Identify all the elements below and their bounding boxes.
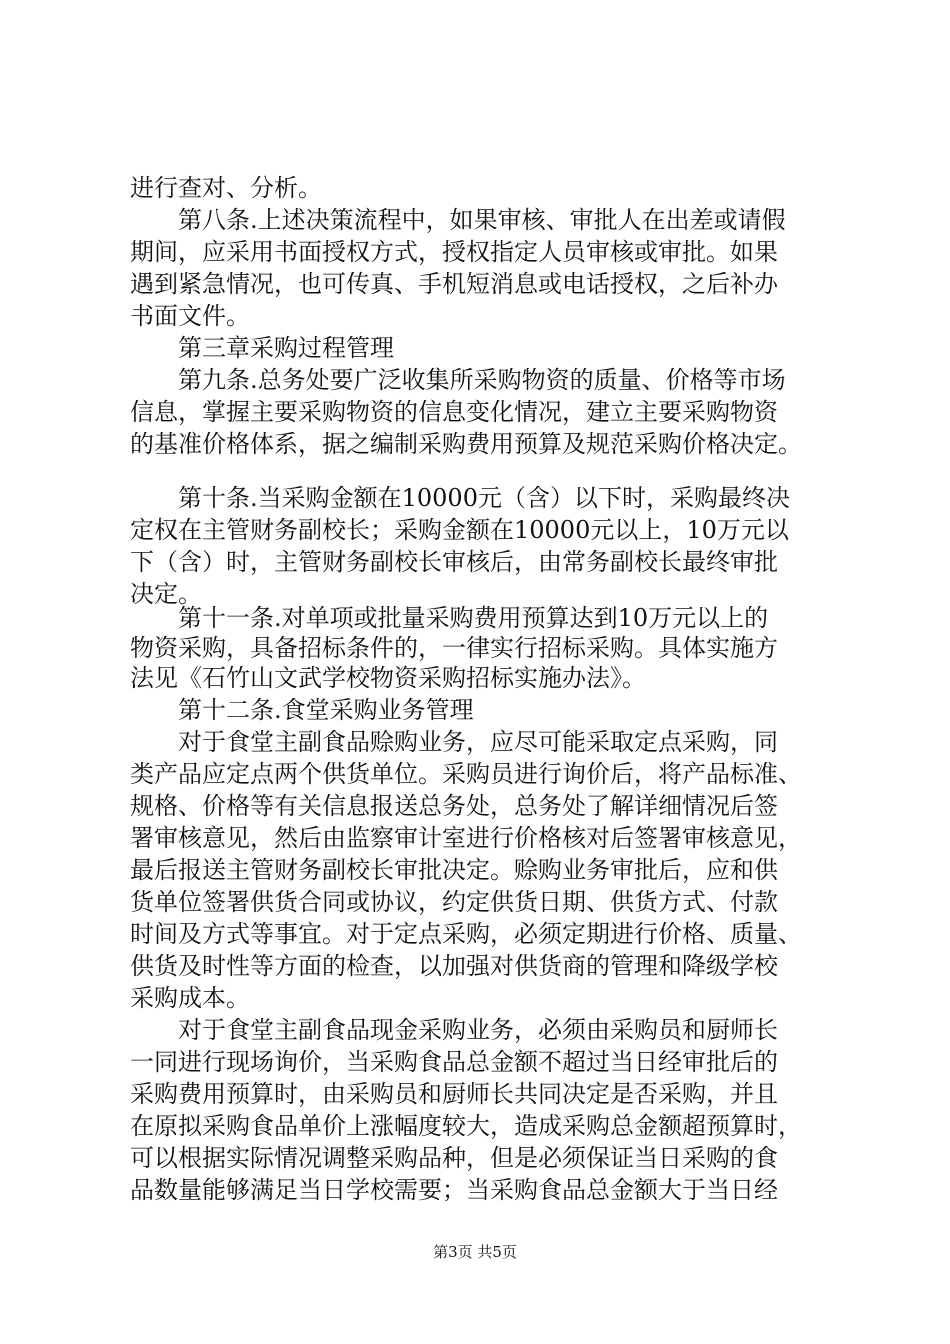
text-line: 在原拟采购食品单价上涨幅度较大，造成采购总金额超预算时， (130, 1112, 802, 1140)
text-line: 最后报送主管财务副校长审批决定。赊购业务审批后，应和供 (130, 856, 778, 884)
text-line: 信息，掌握主要采购物资的信息变化情况，建立主要采购物资 (130, 398, 778, 426)
text-line: 一同进行现场询价，当采购食品总金额不超过当日经审批后的 (130, 1048, 778, 1076)
text-line: 规格、价格等有关信息报送总务处，总务处了解详细情况后签 (130, 792, 778, 820)
text-line: 对于食堂主副食品赊购业务，应尽可能采取定点采购，同 (178, 728, 778, 756)
text-line: 供货及时性等方面的检查，以加强对供货商的管理和降级学校 (130, 952, 778, 980)
text-line: 第九条.总务处要广泛收集所采购物资的质量、价格等市场 (178, 366, 786, 394)
text-line: 对于食堂主副食品现金采购业务，必须由采购员和厨师长 (178, 1016, 778, 1044)
page-number-footer: 第3页 共5页 (433, 1243, 517, 1261)
text-line: 时间及方式等事宜。对于定点采购，必须定期进行价格、质量、 (130, 920, 802, 948)
text-line: 物资采购，具备招标条件的，一律实行招标采购。具体实施方 (130, 634, 778, 662)
section-heading: 第十二条.食堂采购业务管理 (178, 696, 474, 724)
text-line: 决定。 (130, 580, 202, 608)
text-line: 书面文件。 (130, 302, 250, 330)
text-line: 货单位签署供货合同或协议，约定供货日期、供货方式、付款 (130, 888, 778, 916)
text-line: 第十一条.对单项或批量采购费用预算达到10万元以上的 (178, 604, 769, 632)
text-line: 第八条.上述决策流程中，如果审核、审批人在出差或请假 (178, 206, 786, 234)
text-line: 品数量能够满足当日学校需要；当采购食品总金额大于当日经 (130, 1176, 778, 1204)
text-line: 定权在主管财务副校长；采购金额在10000元以上，10万元以 (130, 516, 789, 544)
text-line: 采购费用预算时，由采购员和厨师长共同决定是否采购，并且 (130, 1080, 778, 1108)
text-line: 法见《石竹山文武学校物资采购招标实施办法》。 (130, 664, 646, 692)
text-line: 遇到紧急情况，也可传真、手机短消息或电话授权，之后补办 (130, 270, 778, 298)
text-line: 第十条.当采购金额在10000元（含）以下时，采购最终决 (178, 484, 790, 512)
text-line: 下（含）时，主管财务副校长审核后，由常务副校长最终审批 (130, 548, 778, 576)
text-line: 采购成本。 (130, 984, 250, 1012)
text-line: 期间，应采用书面授权方式，授权指定人员审核或审批。如果 (130, 238, 778, 266)
text-line: 可以根据实际情况调整采购品种，但是必须保证当日采购的食 (130, 1144, 778, 1172)
text-line: 署审核意见，然后由监察审计室进行价格核对后签署审核意见， (130, 824, 802, 852)
text-line: 的基准价格体系，据之编制采购费用预算及规范采购价格决定。 (130, 430, 802, 458)
chapter-heading: 第三章采购过程管理 (178, 334, 394, 362)
text-line: 进行查对、分析。 (130, 174, 322, 202)
text-line: 类产品应定点两个供货单位。采购员进行询价后，将产品标准、 (130, 760, 802, 788)
